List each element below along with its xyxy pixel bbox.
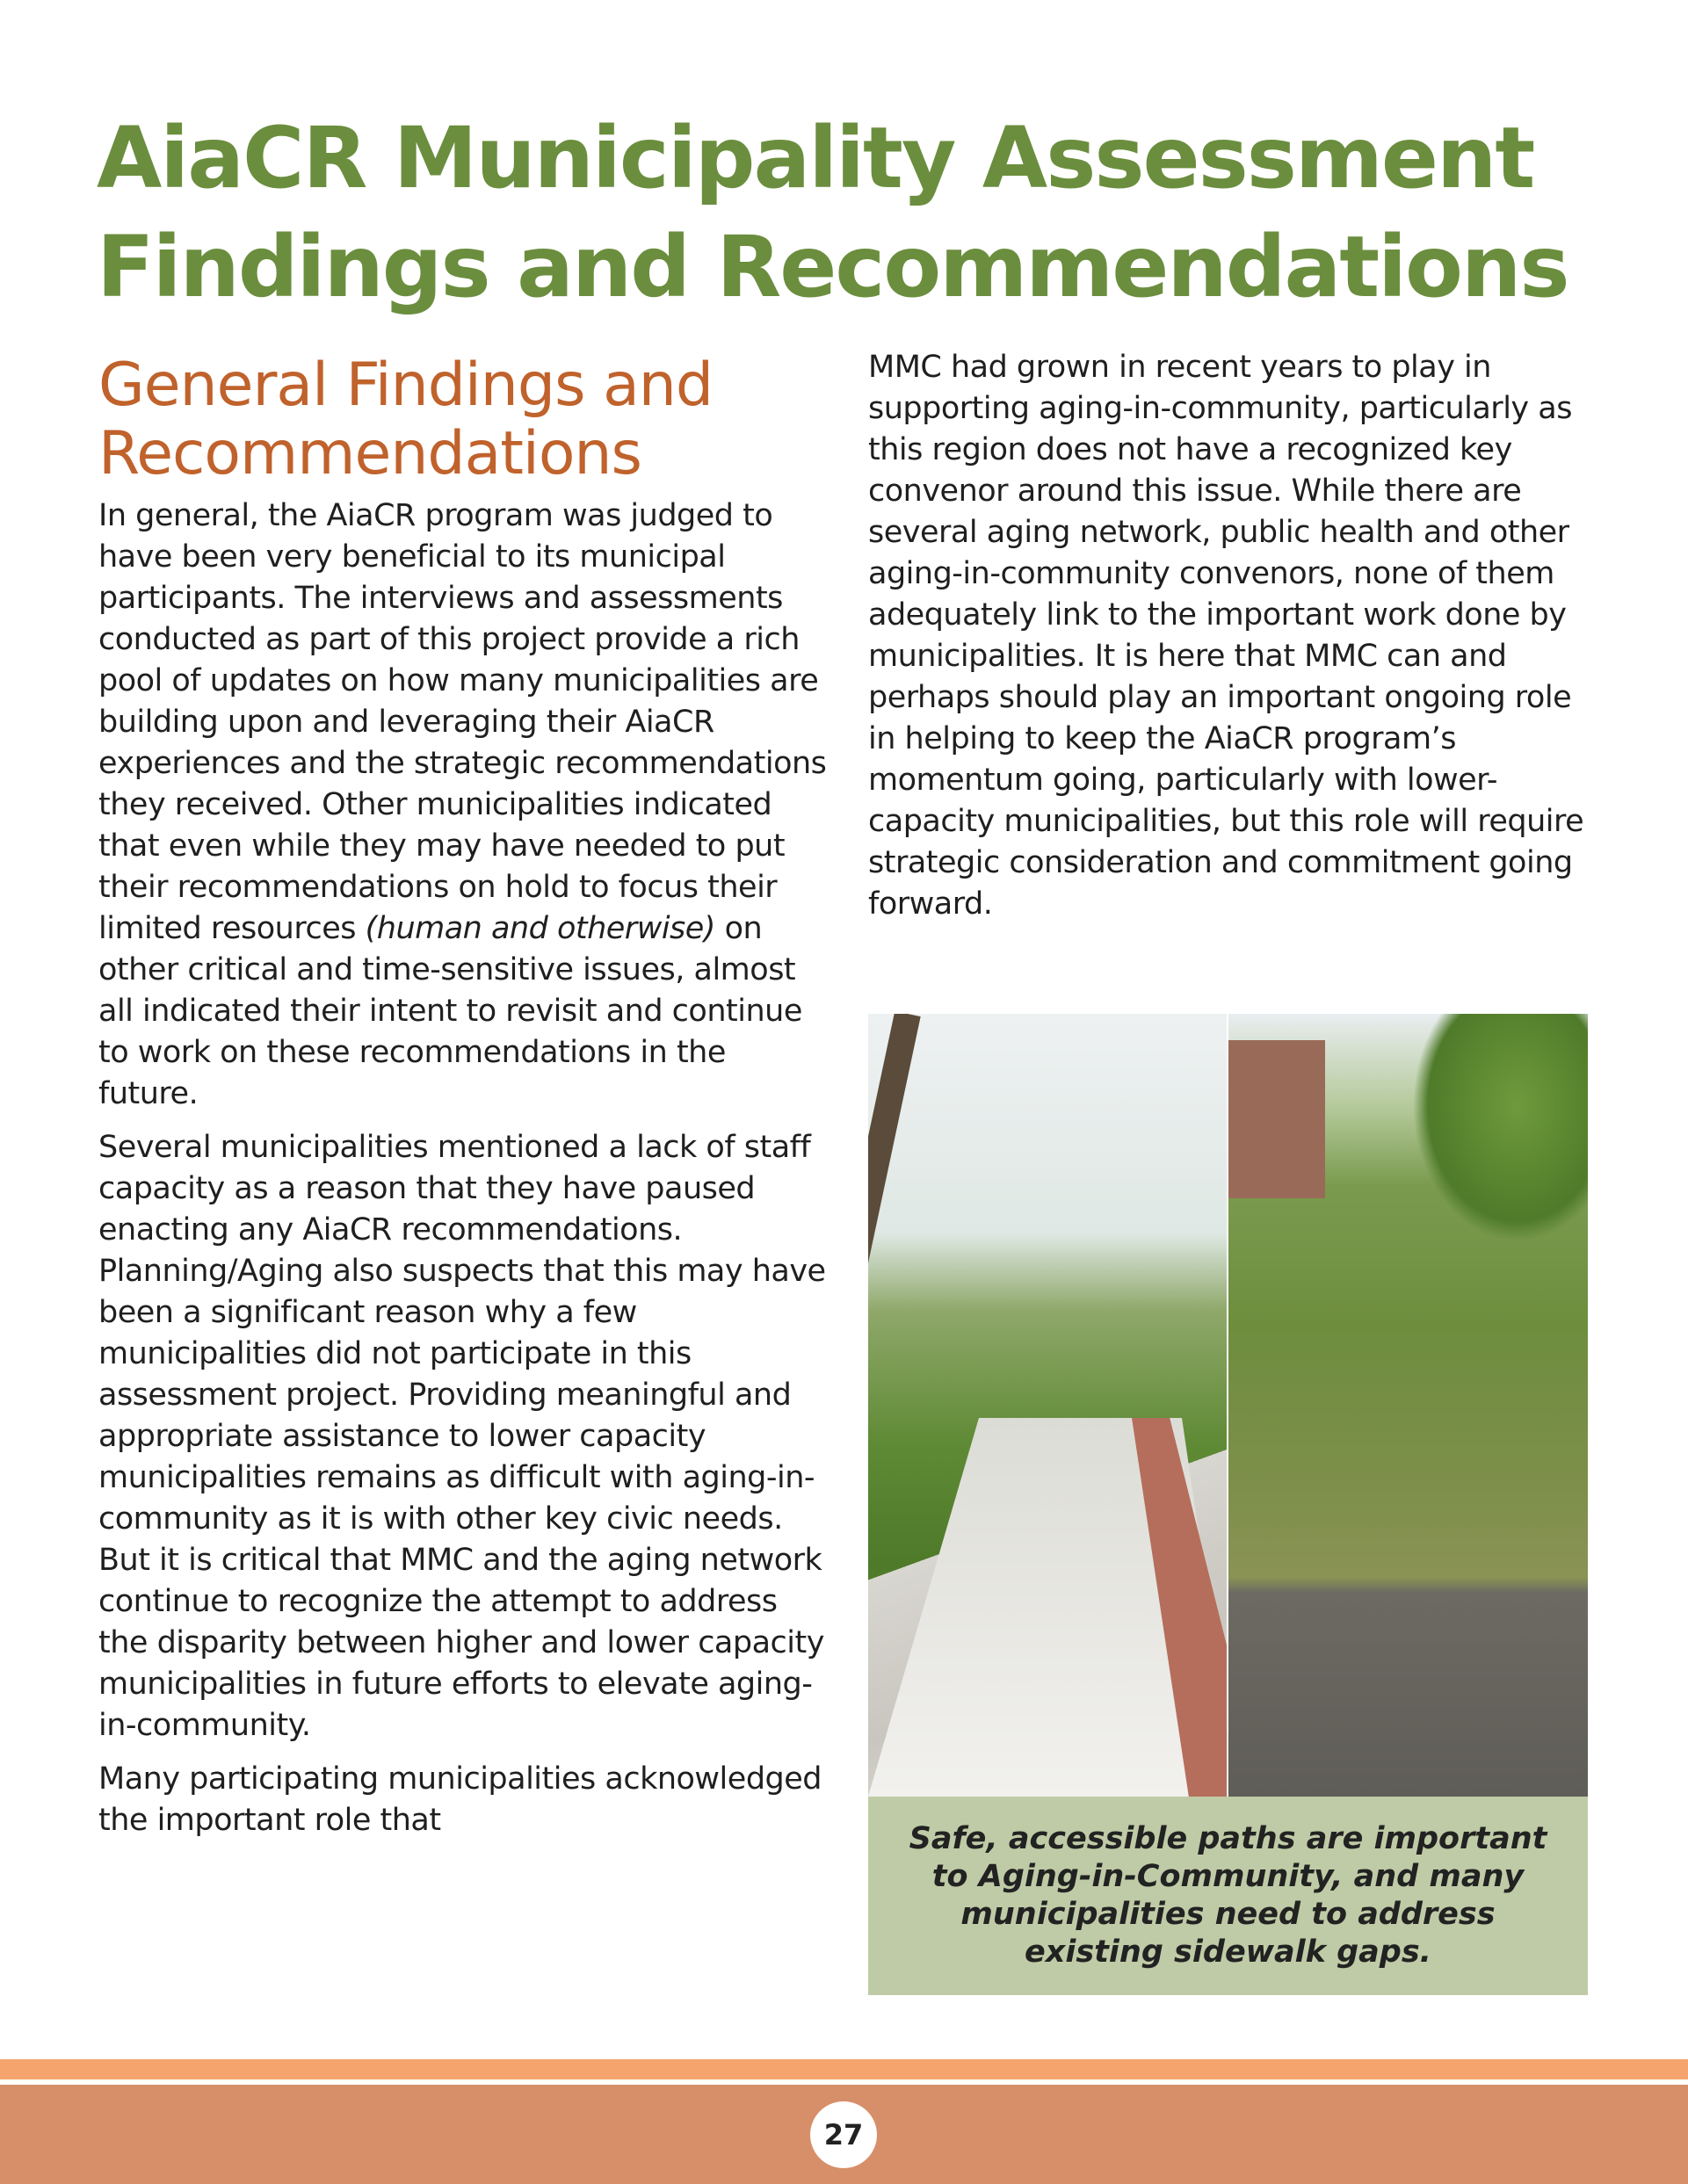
tree-trunk xyxy=(868,1014,921,1343)
paragraph-1 xyxy=(98,495,828,1115)
paragraph-2: Several municipalities mentioned a lack of staff capacity as a reason that they have paused enacting any AiaCR recommendations. Planning/Aging also suspects that this may have been a significant reason why a few municipalities did not participate in this assessment project. Providing meaningful and appropriate assistance to lower capacity municipalities remains as difficult with aging-in-community as it is with other key civic needs. But it is critical that MMC and the aging network continue to recognize the attempt to address the disparity between higher and lower capacity municipalities in future efforts to elevate aging-in-community. xyxy=(98,1130,826,1743)
left-column xyxy=(98,351,828,1854)
paragraph-continued: MMC had grown in recent years to play in supporting aging-in-community, particularly as this region does not have a recognized key convenor around this issue. While there are several aging network, public health and other aging-in-community convenors, none of them adequately link to the important work done by municipalities. It is here that MMC can and perhaps should play an important ongoing role in helping to keep the AiaCR program’s momentum going, particularly with lower-capacity municipalities, but this role will require strategic consideration and commitment going forward. xyxy=(868,350,1584,922)
page-title xyxy=(97,104,1643,322)
paragraph-3: Many participating municipalities acknowledged the important role that xyxy=(98,1761,822,1838)
house xyxy=(1228,1040,1325,1198)
section-heading: General Findings and Recommendations xyxy=(98,351,714,488)
trees xyxy=(1412,1014,1588,1242)
right-column xyxy=(868,347,1589,937)
page-title-line-1: AiaCR Municipality Assessment xyxy=(97,109,1534,207)
figure-caption: Safe, accessible paths are important to Aging-in-Community, and many municipalities need to address existing sidewalk gaps. xyxy=(909,1821,1547,1970)
photo-sidewalk-tree xyxy=(868,1014,1227,1797)
paragraph-1-text-a: In general, the AiaCR program was judged to have been very beneficial to its municipal participants. The interviews and assessments conducted as part of this project provide a rich pool of updates on how many municipalities are building upon and leveraging their AiaCR experiences and the strategic recommendations they received. Other municipalities indicated that even while they may have needed to put their recommendations on hold to focus their limited resources xyxy=(98,498,827,946)
page-title-line-2: Findings and Recommendations xyxy=(97,218,1568,316)
page-number: 27 xyxy=(810,2101,877,2168)
footer-band-light xyxy=(0,2059,1688,2079)
paragraph-1-emphasis: (human and otherwise) xyxy=(365,911,715,946)
photo-sidewalk-gap xyxy=(1228,1014,1588,1797)
figure-caption-box xyxy=(868,1797,1588,1995)
paragraph-1-text-b: on other critical and time-sensitive issues, almost all indicated their intent to revisit and continue to work on these recommendations in the future. xyxy=(98,911,802,1111)
sidewalk-photo xyxy=(868,1014,1588,1797)
